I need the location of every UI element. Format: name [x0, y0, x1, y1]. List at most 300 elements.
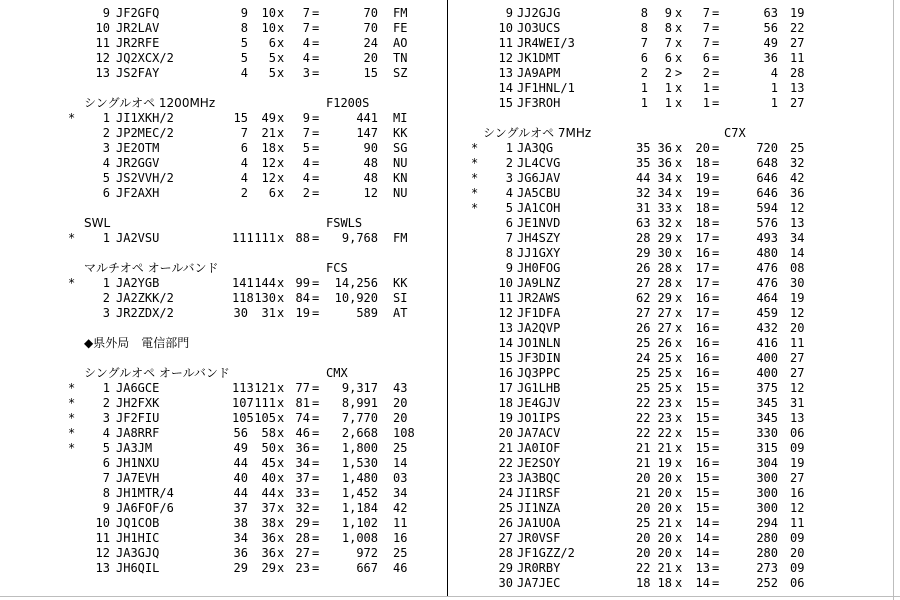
- operator-sign: x: [277, 471, 285, 485]
- qso-count: 25: [636, 381, 651, 395]
- operator-sign: x: [675, 261, 683, 275]
- equals-sign: =: [712, 426, 720, 440]
- call-sign: JK1DMT: [517, 51, 561, 65]
- table-row: [0, 231, 447, 246]
- multiplier-count: 14: [695, 576, 710, 590]
- rank-number: 10: [498, 276, 513, 290]
- qso-count: 8: [640, 21, 648, 35]
- area-code: KK: [393, 276, 408, 290]
- results-column-left: [0, 0, 447, 600]
- area-code: 27: [790, 366, 805, 380]
- multiplier-count: 29: [295, 516, 310, 530]
- qso-count: 63: [636, 216, 651, 230]
- qso-count: 24: [636, 351, 651, 365]
- multiplier-count: 13: [695, 561, 710, 575]
- multiplier-count: 6: [702, 51, 710, 65]
- total-score: 476: [756, 261, 778, 275]
- category-header: [449, 126, 893, 141]
- point-count: 29: [657, 231, 672, 245]
- qso-count: 22: [636, 561, 651, 575]
- multiplier-count: 99: [295, 276, 310, 290]
- qso-count: 7: [640, 36, 648, 50]
- total-score: 400: [756, 351, 778, 365]
- rank-marker: *: [471, 201, 479, 215]
- category-code: C7X: [724, 126, 746, 140]
- total-score: 315: [756, 441, 778, 455]
- equals-sign: =: [312, 411, 320, 425]
- multiplier-count: 1: [702, 81, 710, 95]
- call-sign: JA2QVP: [517, 321, 561, 335]
- call-sign: JA7JEC: [517, 576, 561, 590]
- total-score: 15: [363, 66, 378, 80]
- area-code: 06: [790, 576, 805, 590]
- table-row: [449, 396, 893, 411]
- rank-marker: *: [68, 441, 76, 455]
- equals-sign: =: [712, 6, 720, 20]
- rank-marker: *: [471, 186, 479, 200]
- equals-sign: =: [712, 21, 720, 35]
- point-count: 49: [261, 111, 276, 125]
- call-sign: JQ1COB: [116, 516, 160, 530]
- operator-sign: x: [277, 141, 285, 155]
- operator-sign: x: [675, 171, 683, 185]
- operator-sign: x: [675, 36, 683, 50]
- call-sign: JO1NLN: [517, 336, 561, 350]
- area-code: 27: [790, 96, 805, 110]
- multiplier-count: 16: [695, 366, 710, 380]
- rank-number: 14: [498, 336, 513, 350]
- call-sign: JA9APM: [517, 66, 561, 80]
- total-score: 464: [756, 291, 778, 305]
- operator-sign: x: [675, 456, 683, 470]
- point-count: 32: [657, 216, 672, 230]
- area-code: 11: [790, 516, 805, 530]
- multiplier-count: 46: [295, 426, 310, 440]
- multiplier-count: 4: [302, 171, 310, 185]
- point-count: 36: [657, 156, 672, 170]
- equals-sign: =: [712, 141, 720, 155]
- equals-sign: =: [712, 561, 720, 575]
- table-row: [449, 6, 893, 21]
- qso-count: 118: [232, 291, 254, 305]
- area-code: MI: [393, 111, 408, 125]
- call-sign: JQ3PPC: [517, 366, 561, 380]
- equals-sign: =: [312, 501, 320, 515]
- multiplier-count: 16: [695, 351, 710, 365]
- call-sign: JJ2GJG: [517, 6, 561, 20]
- multiplier-count: 18: [695, 201, 710, 215]
- area-code: 14: [790, 246, 805, 260]
- area-code: 19: [790, 291, 805, 305]
- table-row: [0, 501, 447, 516]
- rank-number: 9: [505, 261, 513, 275]
- equals-sign: =: [312, 561, 320, 575]
- point-count: 6: [268, 186, 276, 200]
- qso-count: 9: [240, 6, 248, 20]
- area-code: 27: [790, 471, 805, 485]
- qso-count: 44: [636, 171, 651, 185]
- multiplier-count: 28: [295, 531, 310, 545]
- qso-count: 34: [233, 531, 248, 545]
- equals-sign: =: [712, 96, 720, 110]
- equals-sign: =: [712, 531, 720, 545]
- qso-count: 25: [636, 516, 651, 530]
- table-row: [449, 411, 893, 426]
- call-sign: JF1GZZ/2: [517, 546, 575, 560]
- equals-sign: =: [712, 441, 720, 455]
- total-score: 1,800: [341, 441, 378, 455]
- table-row: [449, 351, 893, 366]
- rank-marker: *: [68, 426, 76, 440]
- rank-number: 23: [498, 471, 513, 485]
- rank-marker: *: [471, 171, 479, 185]
- rank-number: 16: [498, 366, 513, 380]
- qso-count: 22: [636, 396, 651, 410]
- operator-sign: x: [675, 381, 683, 395]
- call-sign: JR2AWS: [517, 291, 561, 305]
- total-score: 63: [763, 6, 778, 20]
- operator-sign: x: [277, 441, 285, 455]
- total-score: 667: [356, 561, 378, 575]
- qso-count: 141: [232, 276, 254, 290]
- rank-number: 1: [102, 231, 110, 245]
- rank-number: 14: [498, 81, 513, 95]
- qso-count: 35: [636, 141, 651, 155]
- total-score: 972: [356, 546, 378, 560]
- call-sign: JH6QIL: [116, 561, 160, 575]
- rank-number: 8: [505, 246, 513, 260]
- table-row: [449, 306, 893, 321]
- operator-sign: x: [277, 156, 285, 170]
- equals-sign: =: [712, 276, 720, 290]
- point-count: 111: [254, 231, 276, 245]
- point-count: 23: [657, 396, 672, 410]
- area-code: 108: [393, 426, 415, 440]
- operator-sign: x: [277, 546, 285, 560]
- operator-sign: x: [277, 411, 285, 425]
- equals-sign: =: [712, 546, 720, 560]
- table-row: [0, 276, 447, 291]
- qso-count: 32: [636, 186, 651, 200]
- multiplier-count: 3: [302, 66, 310, 80]
- qso-count: 26: [636, 321, 651, 335]
- call-sign: JA6FOF/6: [116, 501, 174, 515]
- table-row: [449, 366, 893, 381]
- area-code: 09: [790, 441, 805, 455]
- table-row: [449, 261, 893, 276]
- point-count: 27: [657, 306, 672, 320]
- qso-count: 21: [636, 456, 651, 470]
- equals-sign: =: [312, 426, 320, 440]
- multiplier-count: 4: [302, 36, 310, 50]
- area-code: SG: [393, 141, 408, 155]
- call-sign: JI1NZA: [517, 501, 561, 515]
- rank-number: 13: [95, 66, 110, 80]
- rank-number: 11: [498, 36, 513, 50]
- total-score: 49: [763, 36, 778, 50]
- equals-sign: =: [712, 501, 720, 515]
- rank-number: 25: [498, 501, 513, 515]
- multiplier-count: 7: [702, 6, 710, 20]
- area-code: NU: [393, 186, 408, 200]
- qso-count: 1: [640, 81, 648, 95]
- call-sign: JE4GJV: [517, 396, 561, 410]
- multiplier-count: 7: [702, 21, 710, 35]
- call-sign: JF2AXH: [116, 186, 160, 200]
- rank-number: 17: [498, 381, 513, 395]
- total-score: 594: [756, 201, 778, 215]
- multiplier-count: 14: [695, 516, 710, 530]
- rank-number: 6: [505, 216, 513, 230]
- rank-marker: *: [68, 396, 76, 410]
- table-row: [449, 291, 893, 306]
- point-count: 8: [664, 21, 672, 35]
- equals-sign: =: [312, 456, 320, 470]
- table-row: [0, 441, 447, 456]
- equals-sign: =: [712, 291, 720, 305]
- operator-sign: x: [675, 576, 683, 590]
- area-code: 08: [790, 261, 805, 275]
- equals-sign: =: [312, 291, 320, 305]
- qso-count: 2: [240, 186, 248, 200]
- equals-sign: =: [712, 231, 720, 245]
- qso-count: 29: [233, 561, 248, 575]
- area-code: 31: [790, 396, 805, 410]
- section-heading: [0, 336, 447, 351]
- point-count: 21: [657, 441, 672, 455]
- rank-number: 28: [498, 546, 513, 560]
- operator-sign: x: [277, 561, 285, 575]
- total-score: 70: [363, 21, 378, 35]
- area-code: 36: [790, 186, 805, 200]
- multiplier-count: 14: [695, 531, 710, 545]
- total-score: 294: [756, 516, 778, 530]
- table-row: [449, 96, 893, 111]
- rank-number: 11: [498, 291, 513, 305]
- call-sign: JH1MTR/4: [116, 486, 174, 500]
- call-sign: JA8RRF: [116, 426, 160, 440]
- category-title: シングルオペ 1200MHz: [84, 96, 216, 110]
- point-count: 34: [657, 171, 672, 185]
- point-count: 20: [657, 486, 672, 500]
- total-score: 1,008: [341, 531, 378, 545]
- call-sign: JF3ROH: [517, 96, 561, 110]
- total-score: 300: [756, 486, 778, 500]
- table-row: [449, 561, 893, 576]
- point-count: 144: [254, 276, 276, 290]
- multiplier-count: 19: [295, 306, 310, 320]
- rank-number: 18: [498, 396, 513, 410]
- qso-count: 111: [232, 231, 254, 245]
- point-count: 18: [261, 141, 276, 155]
- multiplier-count: 27: [295, 546, 310, 560]
- area-code: 43: [393, 381, 408, 395]
- area-code: 42: [393, 501, 408, 515]
- call-sign: JF1HNL/1: [517, 81, 575, 95]
- equals-sign: =: [312, 111, 320, 125]
- area-code: 32: [790, 156, 805, 170]
- rank-marker: *: [471, 141, 479, 155]
- area-code: 34: [393, 486, 408, 500]
- point-count: 21: [657, 516, 672, 530]
- area-code: 11: [790, 336, 805, 350]
- qso-count: 8: [240, 21, 248, 35]
- category-header: [0, 366, 447, 381]
- table-row: [449, 426, 893, 441]
- equals-sign: =: [712, 51, 720, 65]
- area-code: 20: [393, 411, 408, 425]
- category-code: FSWLS: [326, 216, 363, 230]
- operator-sign: x: [277, 51, 285, 65]
- rank-number: 12: [498, 306, 513, 320]
- rank-number: 13: [498, 321, 513, 335]
- point-count: 1: [664, 96, 672, 110]
- table-row: [449, 186, 893, 201]
- call-sign: JH1NXU: [116, 456, 160, 470]
- equals-sign: =: [312, 21, 320, 35]
- table-row: [0, 516, 447, 531]
- area-code: NU: [393, 156, 408, 170]
- area-code: SZ: [393, 66, 408, 80]
- table-row: [449, 546, 893, 561]
- rank-number: 1: [102, 111, 110, 125]
- point-count: 30: [657, 246, 672, 260]
- multiplier-count: 7: [302, 126, 310, 140]
- total-score: 345: [756, 396, 778, 410]
- qso-count: 31: [636, 201, 651, 215]
- rank-number: 1: [102, 276, 110, 290]
- area-code: AO: [393, 36, 408, 50]
- operator-sign: x: [675, 141, 683, 155]
- multiplier-count: 17: [695, 306, 710, 320]
- rank-number: 7: [505, 231, 513, 245]
- area-code: 25: [790, 141, 805, 155]
- table-row: [449, 471, 893, 486]
- point-count: 10: [261, 6, 276, 20]
- equals-sign: =: [312, 171, 320, 185]
- rank-number: 19: [498, 411, 513, 425]
- section-heading-text: ◆県外局 電信部門: [84, 336, 190, 350]
- point-count: 6: [268, 36, 276, 50]
- rank-number: 2: [102, 291, 110, 305]
- point-count: 36: [261, 531, 276, 545]
- operator-sign: x: [675, 276, 683, 290]
- total-score: 14,256: [334, 276, 378, 290]
- multiplier-count: 2: [302, 186, 310, 200]
- point-count: 25: [657, 351, 672, 365]
- call-sign: JH2FXK: [116, 396, 160, 410]
- call-sign: JG1LHB: [517, 381, 561, 395]
- area-code: 12: [790, 501, 805, 515]
- qso-count: 26: [636, 261, 651, 275]
- point-count: 22: [657, 426, 672, 440]
- operator-sign: x: [675, 291, 683, 305]
- multiplier-count: 84: [295, 291, 310, 305]
- rank-marker: *: [68, 276, 76, 290]
- total-score: 646: [756, 186, 778, 200]
- total-score: 476: [756, 276, 778, 290]
- rank-marker: *: [471, 156, 479, 170]
- operator-sign: x: [675, 486, 683, 500]
- qso-count: 35: [636, 156, 651, 170]
- total-score: 330: [756, 426, 778, 440]
- qso-count: 22: [636, 426, 651, 440]
- rank-number: 3: [102, 141, 110, 155]
- point-count: 20: [657, 531, 672, 545]
- total-score: 9,768: [341, 231, 378, 245]
- rank-marker: *: [68, 231, 76, 245]
- results-column-right: [449, 0, 893, 600]
- total-score: 720: [756, 141, 778, 155]
- rank-number: 2: [102, 396, 110, 410]
- call-sign: JH4SZY: [517, 231, 561, 245]
- qso-count: 2: [640, 66, 648, 80]
- point-count: 105: [254, 411, 276, 425]
- rank-number: 2: [102, 126, 110, 140]
- qso-count: 36: [233, 546, 248, 560]
- total-score: 300: [756, 471, 778, 485]
- rank-number: 4: [102, 156, 110, 170]
- operator-sign: x: [675, 51, 683, 65]
- rank-number: 1: [505, 141, 513, 155]
- multiplier-count: 15: [695, 471, 710, 485]
- category-code: FCS: [326, 261, 348, 275]
- area-code: 27: [790, 351, 805, 365]
- operator-sign: x: [675, 426, 683, 440]
- equals-sign: =: [712, 321, 720, 335]
- total-score: 646: [756, 171, 778, 185]
- equals-sign: =: [712, 516, 720, 530]
- equals-sign: =: [312, 306, 320, 320]
- multiplier-count: 17: [695, 261, 710, 275]
- page-edge-bottom: [0, 596, 900, 597]
- area-code: TN: [393, 51, 408, 65]
- operator-sign: x: [675, 501, 683, 515]
- qso-count: 105: [232, 411, 254, 425]
- table-row: [0, 411, 447, 426]
- point-count: 6: [664, 51, 672, 65]
- qso-count: 5: [240, 36, 248, 50]
- rank-number: 29: [498, 561, 513, 575]
- multiplier-count: 77: [295, 381, 310, 395]
- table-row: [449, 486, 893, 501]
- area-code: 03: [393, 471, 408, 485]
- qso-count: 20: [636, 546, 651, 560]
- point-count: 28: [657, 276, 672, 290]
- operator-sign: x: [277, 396, 285, 410]
- category-title: シングルオペ オールバンド: [84, 366, 230, 380]
- operator-sign: x: [277, 306, 285, 320]
- total-score: 273: [756, 561, 778, 575]
- total-score: 12: [363, 186, 378, 200]
- total-score: 36: [763, 51, 778, 65]
- category-header: [0, 96, 447, 111]
- equals-sign: =: [312, 516, 320, 530]
- call-sign: JO1IPS: [517, 411, 561, 425]
- operator-sign: x: [675, 216, 683, 230]
- total-score: 10,920: [334, 291, 378, 305]
- area-code: 09: [790, 561, 805, 575]
- multiplier-count: 16: [695, 246, 710, 260]
- table-row: [449, 576, 893, 591]
- area-code: FE: [393, 21, 408, 35]
- call-sign: JA3GJQ: [116, 546, 160, 560]
- call-sign: JF2GFQ: [116, 6, 160, 20]
- rank-marker: *: [68, 381, 76, 395]
- equals-sign: =: [312, 156, 320, 170]
- equals-sign: =: [712, 66, 720, 80]
- table-row: [449, 171, 893, 186]
